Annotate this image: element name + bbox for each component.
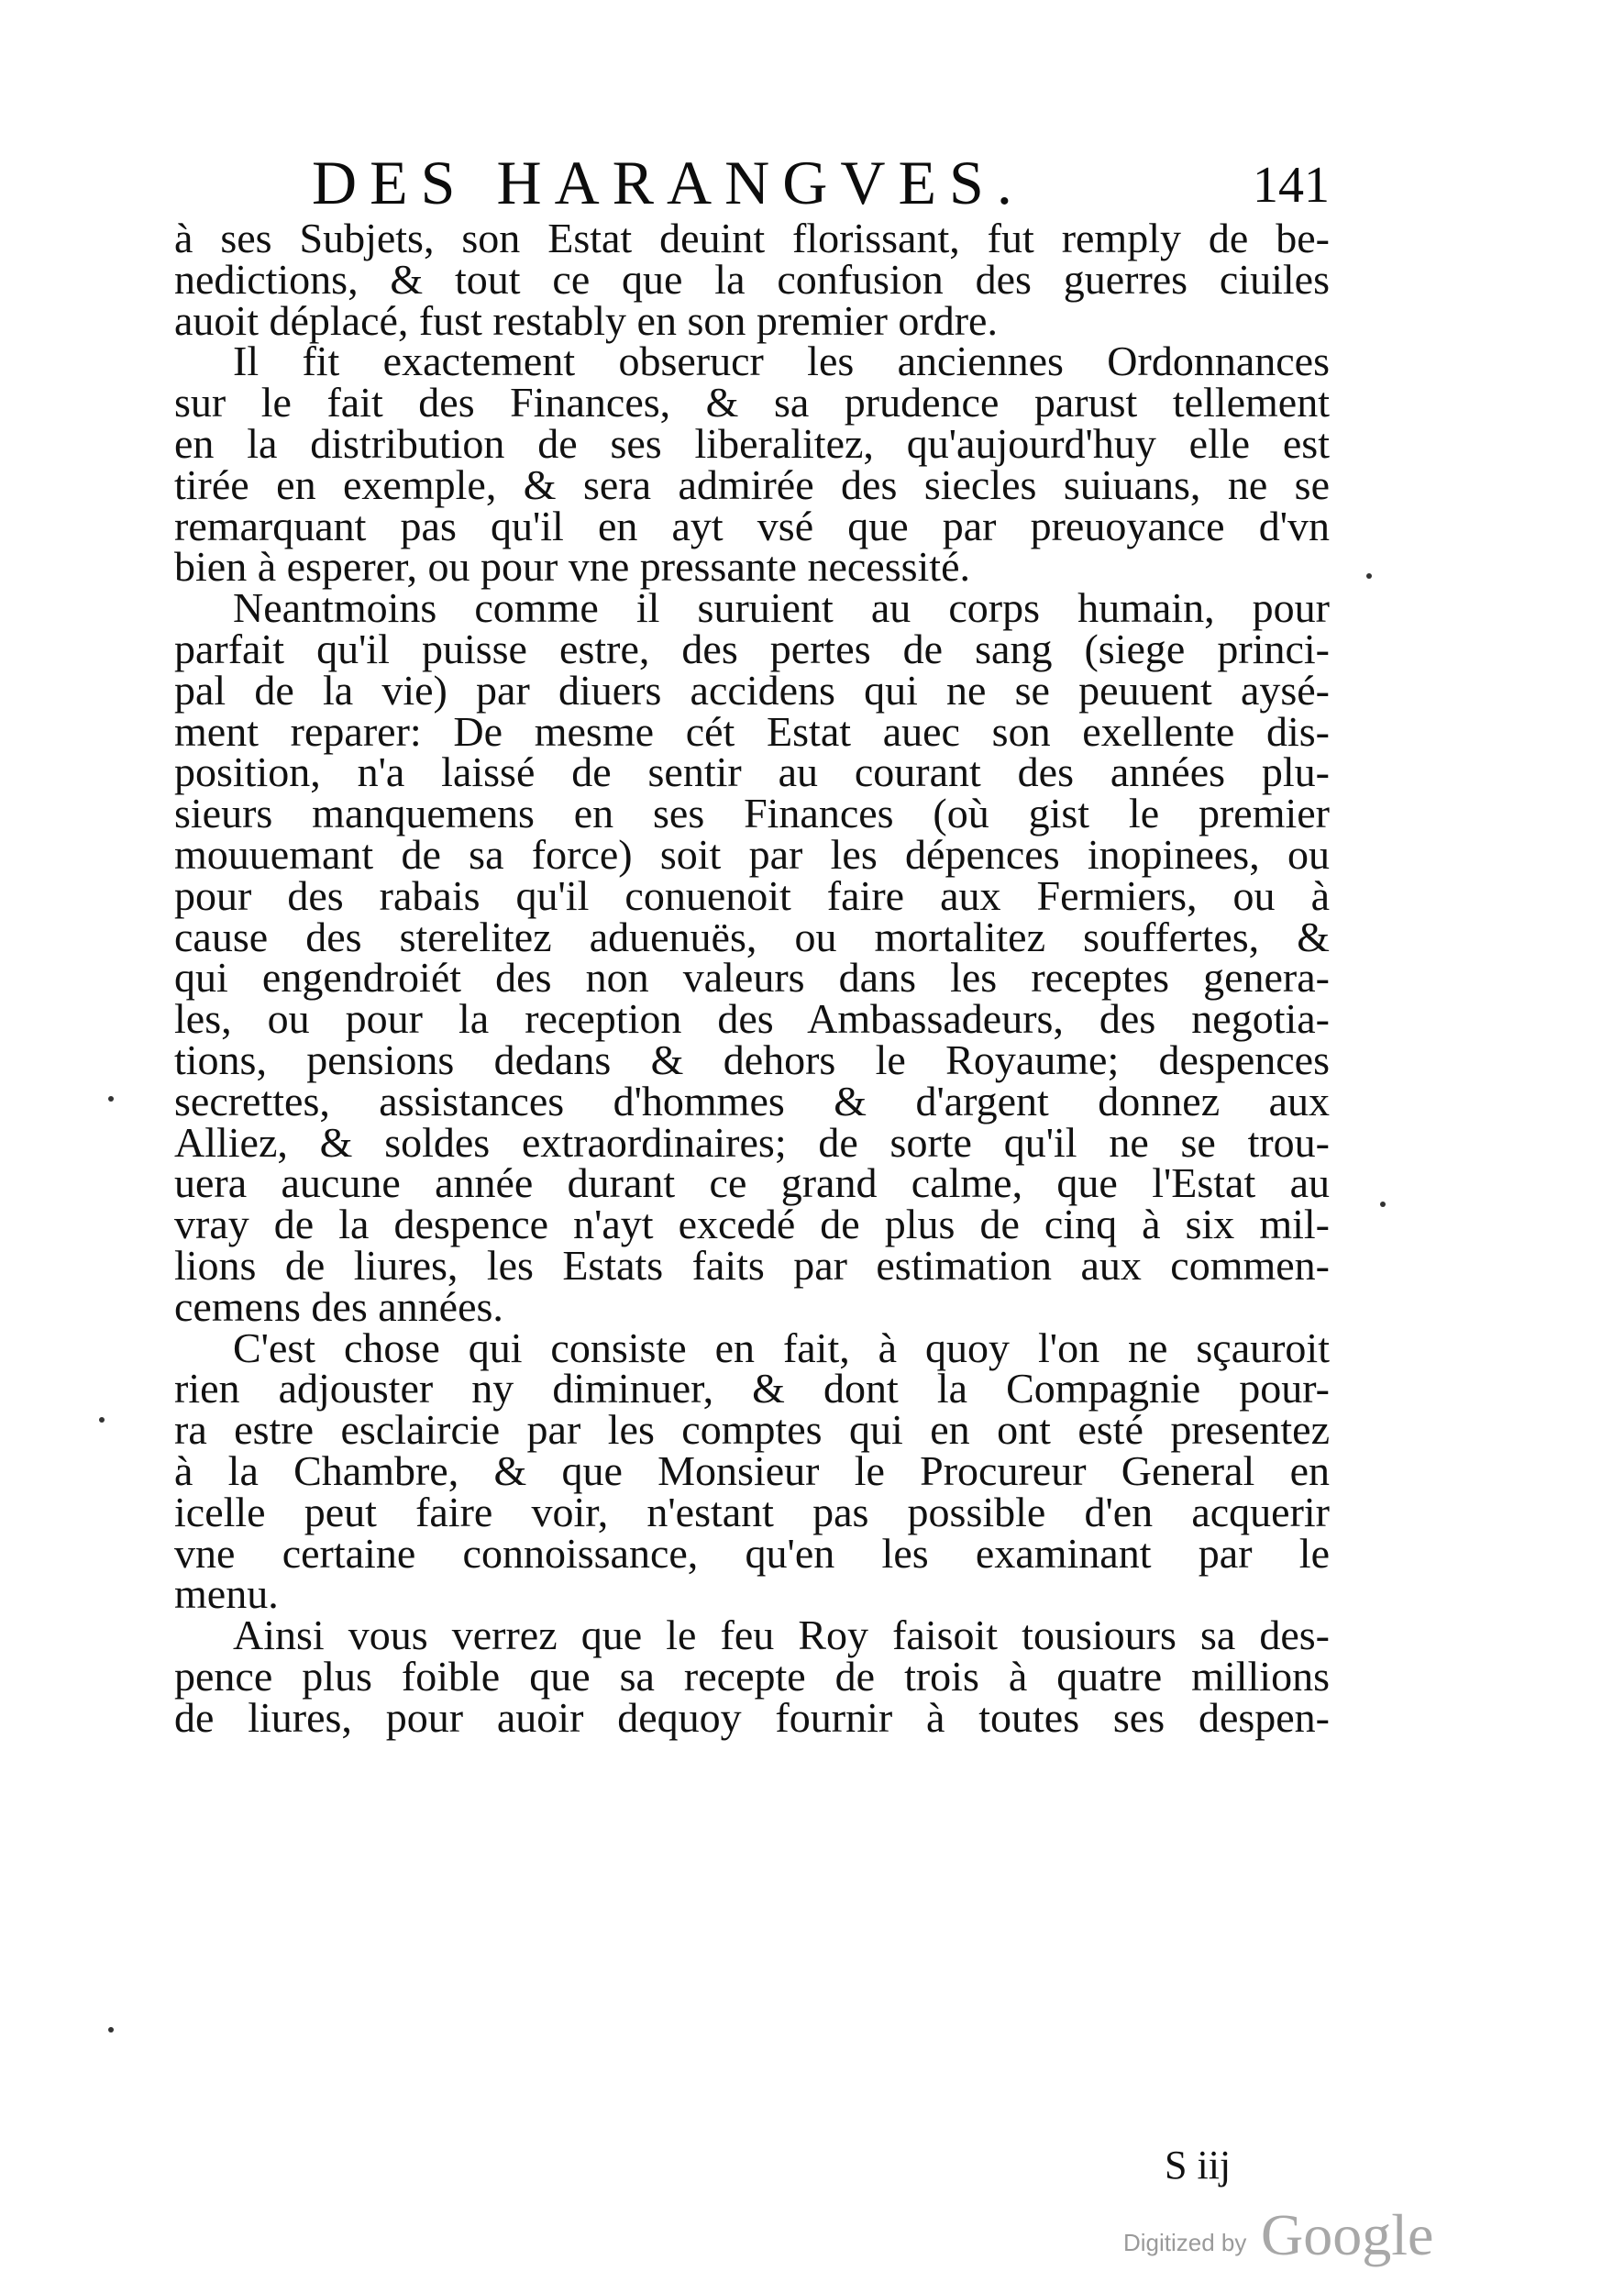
text-line: en la distribution de ses liberalitez, qu'aujourd'huy elle est [174, 419, 1330, 467]
text-line: sieurs manquemens en ses Finances (où gist le premier [174, 790, 1330, 837]
text-line: Alliez, & soldes extraordinaires; de sorte qu'il ne se trou- [174, 1118, 1330, 1166]
text-line: cause des sterelitez aduenuës, ou mortalitez souffertes, & [174, 913, 1330, 960]
signature-mark: S iij [1165, 2143, 1232, 2188]
ink-speck [108, 2027, 114, 2033]
text-line: position, n'a laissé de sentir au courant des années plu- [174, 748, 1330, 796]
text-line: remarquant pas qu'il en ayt vsé que par preuoyance d'vn [174, 502, 1330, 549]
body-text [174, 215, 1330, 1741]
text-line: nedictions, & tout ce que la confusion des guerres ciuiles [174, 255, 1330, 303]
page-number: 141 [1253, 157, 1330, 214]
text-line: uera aucune année durant ce grand calme, que l'Estat au [174, 1159, 1330, 1207]
text-line: icelle peut faire voir, n'estant pas possible d'en acquerir [174, 1488, 1330, 1535]
text-line: bien à esperer, ou pour vne pressante necessité. [174, 543, 970, 591]
text-line: tions, pensions dedans & dehors le Royaume; despences [174, 1036, 1330, 1083]
text-line: cemens des années. [174, 1282, 503, 1330]
watermark-caption: Digitized by [1123, 2229, 1247, 2256]
text-line: pour des rabais qu'il conuenoit faire aux Fermiers, ou à [174, 871, 1330, 919]
text-line: vray de la despence n'ayt excedé de plus de cinq à six mil- [174, 1201, 1330, 1248]
running-title: DES HARANGVES. [312, 148, 1025, 217]
text-line: C'est chose qui consiste en fait, à quoy l'on ne sçauroit [233, 1324, 1330, 1371]
ink-speck [1366, 573, 1372, 579]
text-line: pal de la vie) par diuers accidens qui ne se peuuent aysé- [174, 666, 1330, 714]
text-line: Neantmoins comme il suruient au corps humain, pour [233, 584, 1330, 632]
text-line: pence plus foible que sa recepte de trois à quatre millions [174, 1652, 1330, 1700]
text-line: Il fit exactement obserucr les anciennes Ordonnances [233, 338, 1330, 385]
text-line: vne certaine connoissance, qu'en les examinant par le [174, 1529, 1330, 1577]
text-line: menu. [174, 1570, 279, 1618]
text-line: sur le fait des Finances, & sa prudence parust tellement [174, 379, 1330, 426]
ink-speck [108, 1096, 114, 1102]
text-line: ra estre esclaircie par les comptes qui en ont esté presentez [174, 1406, 1330, 1454]
text-line: mouuemant de sa force) soit par les dépences inopinees, ou [174, 830, 1330, 878]
text-line: lions de liures, les Estats faits par estimation aux commen- [174, 1241, 1330, 1289]
text-line: ment reparer: De mesme cét Estat auec son exellente dis- [174, 707, 1330, 755]
text-line: secrettes, assistances d'hommes & d'argent donnez aux [174, 1077, 1330, 1124]
text-line: à la Chambre, & que Monsieur le Procureur General en [174, 1446, 1330, 1494]
ink-speck [99, 1417, 105, 1423]
text-line: parfait qu'il puisse estre, des pertes de sang (siege princi- [174, 625, 1330, 672]
google-logo: Google [1261, 2202, 1434, 2267]
text-line: de liures, pour auoir dequoy fournir à toutes ses despen- [174, 1693, 1330, 1741]
text-line: auoit déplacé, fust restably en son premier ordre. [174, 296, 998, 344]
text-line: les, ou pour la reception des Ambassadeurs, des negotia- [174, 995, 1330, 1043]
text-line: tirée en exemple, & sera admirée des siecles suiuans, ne se [174, 460, 1330, 508]
text-line: rien adjouster ny diminuer, & dont la Compagnie pour- [174, 1365, 1330, 1412]
text-line: à ses Subjets, son Estat deuint florissant, fut remply de be- [174, 215, 1330, 261]
text-line: Ainsi vous verrez que le feu Roy faisoit tousiours sa des- [233, 1612, 1330, 1659]
ink-speck [1380, 1202, 1386, 1207]
text-line: qui engendroiét des non valeurs dans les receptes genera- [174, 954, 1330, 1002]
digitized-watermark [1123, 2201, 1453, 2275]
